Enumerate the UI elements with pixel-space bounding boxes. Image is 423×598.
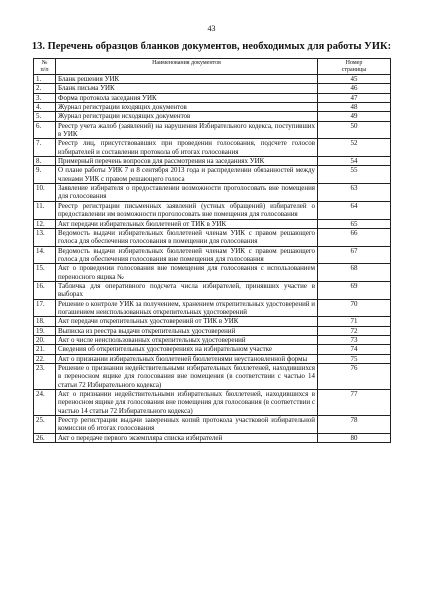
document-name: Акт о числе неиспользованных открепительных удостоверений bbox=[56, 335, 318, 344]
document-name: Реестр регистрации письменных заявлений (устных обращений) избирателей о предоставлении им возможности проголосовать вне помещения для голосования bbox=[56, 201, 318, 219]
table-row bbox=[34, 299, 391, 317]
page-ref: 74 bbox=[318, 345, 391, 354]
document-name: Выписка из реестра выдачи открепительных удостоверений bbox=[56, 326, 318, 335]
row-number: 8. bbox=[34, 157, 56, 166]
table-row bbox=[34, 184, 391, 202]
row-number: 6. bbox=[34, 121, 56, 139]
document-name: Журнал регистрации исходящих документов bbox=[56, 112, 318, 121]
row-number: 10. bbox=[34, 184, 56, 202]
page-ref: 72 bbox=[318, 326, 391, 335]
table-row bbox=[34, 228, 391, 246]
row-number: 4. bbox=[34, 103, 56, 112]
row-number: 14. bbox=[34, 246, 56, 264]
page-ref: 55 bbox=[318, 166, 391, 184]
table-row bbox=[34, 246, 391, 264]
header-num: № п/п bbox=[34, 59, 56, 75]
page-ref: 76 bbox=[318, 364, 391, 390]
table-row bbox=[34, 112, 391, 121]
page-ref: 71 bbox=[318, 317, 391, 326]
document-name: Ведомость выдачи избирательных бюллетеней членам УИК с правом решающего голоса для обеспечения голосования в помещении для голосования bbox=[56, 228, 318, 246]
page-ref: 69 bbox=[318, 281, 391, 299]
row-number: 22. bbox=[34, 354, 56, 363]
document-name: Акт передачи открепительных удостоверений от ТИК в УИК bbox=[56, 317, 318, 326]
page-number: 43 bbox=[207, 24, 216, 33]
table-row bbox=[34, 84, 391, 93]
table-row bbox=[34, 281, 391, 299]
table-row bbox=[34, 345, 391, 354]
section-title: 13. Перечень образцов бланков документов, необходимых для работы УИК: bbox=[31, 41, 392, 52]
table-row bbox=[34, 219, 391, 228]
table-row bbox=[34, 201, 391, 219]
page-ref: 46 bbox=[318, 84, 391, 93]
document-name: О плане работы УИК 7 и 8 сентября 2013 года и распределении обязанностей между членами УИК с правом решающего голоса bbox=[56, 166, 318, 184]
row-number: 5. bbox=[34, 112, 56, 121]
page-ref: 47 bbox=[318, 93, 391, 102]
page-ref: 64 bbox=[318, 201, 391, 219]
row-number: 2. bbox=[34, 84, 56, 93]
document-name: Решение о признании недействительными избирательных бюллетеней, находившихся в переносном ящике для голосования вне помещения (в соответствии с частью 14 статьи 72 Избирательного кодекса) bbox=[56, 364, 318, 390]
page-ref: 54 bbox=[318, 157, 391, 166]
document-name: Акт передачи избирательных бюллетеней от ТИК в УИК bbox=[56, 219, 318, 228]
document-name: Бланк письма УИК bbox=[56, 84, 318, 93]
row-number: 17. bbox=[34, 299, 56, 317]
table-row bbox=[34, 390, 391, 416]
table-header-row bbox=[34, 59, 391, 75]
table-row bbox=[34, 317, 391, 326]
table-row bbox=[34, 121, 391, 139]
table-row bbox=[34, 433, 391, 442]
row-number: 19. bbox=[34, 326, 56, 335]
document-name: Реестр лиц, присутствовавших при проведении голосования, подсчете голосов избирателей и составлении протокола об итогах голосования bbox=[56, 139, 318, 157]
page-ref: 65 bbox=[318, 219, 391, 228]
documents-table bbox=[33, 58, 391, 443]
row-number: 11. bbox=[34, 201, 56, 219]
document-name: Ведомость выдачи избирательных бюллетеней членам УИК с правом решающего голоса для обеспечения голосования вне помещения для голосования bbox=[56, 246, 318, 264]
document-name: Бланк решения УИК bbox=[56, 75, 318, 84]
page-ref: 50 bbox=[318, 121, 391, 139]
document-name: Табличка для оперативного подсчета числа избирателей, принявших участие в выборах bbox=[56, 281, 318, 299]
table-row bbox=[34, 75, 391, 84]
row-number: 25. bbox=[34, 416, 56, 434]
page-ref: 80 bbox=[318, 433, 391, 442]
page-ref: 67 bbox=[318, 246, 391, 264]
document-name: Заявление избирателя о предоставлении возможности проголосовать вне помещения для голосования bbox=[56, 184, 318, 202]
document-name: Решение о контроле УИК за получением, хранением открепительных удостоверений и погашением неиспользованных открепительных удостоверений bbox=[56, 299, 318, 317]
row-number: 9. bbox=[34, 166, 56, 184]
row-number: 21. bbox=[34, 345, 56, 354]
table-row bbox=[34, 264, 391, 282]
page-ref: 73 bbox=[318, 335, 391, 344]
page-ref: 78 bbox=[318, 416, 391, 434]
header-page: Номер страницы bbox=[318, 59, 391, 75]
row-number: 24. bbox=[34, 390, 56, 416]
document-name: Журнал регистрации входящих документов bbox=[56, 103, 318, 112]
document-name: Форма протокола заседания УИК bbox=[56, 93, 318, 102]
page-ref: 75 bbox=[318, 354, 391, 363]
document-name: Реестр учета жалоб (заявлений) на нарушения Избирательного кодекса, поступивших в УИК bbox=[56, 121, 318, 139]
page-ref: 70 bbox=[318, 299, 391, 317]
table-row bbox=[34, 166, 391, 184]
row-number: 23. bbox=[34, 364, 56, 390]
page-ref: 68 bbox=[318, 264, 391, 282]
page-ref: 63 bbox=[318, 184, 391, 202]
row-number: 18. bbox=[34, 317, 56, 326]
table-row bbox=[34, 93, 391, 102]
row-number: 1. bbox=[34, 75, 56, 84]
page-ref: 49 bbox=[318, 112, 391, 121]
table-row bbox=[34, 326, 391, 335]
document-name: Примерный перечень вопросов для рассмотрения на заседаниях УИК bbox=[56, 157, 318, 166]
table-row bbox=[34, 416, 391, 434]
page-ref: 45 bbox=[318, 75, 391, 84]
table-row bbox=[34, 364, 391, 390]
table-row bbox=[34, 139, 391, 157]
table-row bbox=[34, 335, 391, 344]
row-number: 26. bbox=[34, 433, 56, 442]
row-number: 7. bbox=[34, 139, 56, 157]
row-number: 15. bbox=[34, 264, 56, 282]
row-number: 20. bbox=[34, 335, 56, 344]
page-ref: 48 bbox=[318, 103, 391, 112]
document-name: Акт о признании недействительными избирательных бюллетеней, находившихся в переносном ящике для голосования вне помещения для голосования (в соответствии с частью 14 статьи 72 Избирательного кодекса) bbox=[56, 390, 318, 416]
row-number: 12. bbox=[34, 219, 56, 228]
document-name: Акт о передаче первого экземпляра списка избирателей bbox=[56, 433, 318, 442]
table-row bbox=[34, 157, 391, 166]
table-row bbox=[34, 354, 391, 363]
header-name: Наименования документов bbox=[56, 59, 318, 75]
document-name: Реестр регистрации выдачи заверенных копий протокола участковой избирательной комиссии об итогах голосования bbox=[56, 416, 318, 434]
row-number: 3. bbox=[34, 93, 56, 102]
document-name: Акт о проведении голосования вне помещения для голосования с использованием переносного ящика № bbox=[56, 264, 318, 282]
row-number: 16. bbox=[34, 281, 56, 299]
page-ref: 52 bbox=[318, 139, 391, 157]
document-name: Акт о признании избирательных бюллетеней бюллетенями неустановленной формы bbox=[56, 354, 318, 363]
table-row bbox=[34, 103, 391, 112]
row-number: 13. bbox=[34, 228, 56, 246]
document-name: Сведения об открепительных удостоверениях на избирательном участке bbox=[56, 345, 318, 354]
page-ref: 77 bbox=[318, 390, 391, 416]
page-ref: 66 bbox=[318, 228, 391, 246]
